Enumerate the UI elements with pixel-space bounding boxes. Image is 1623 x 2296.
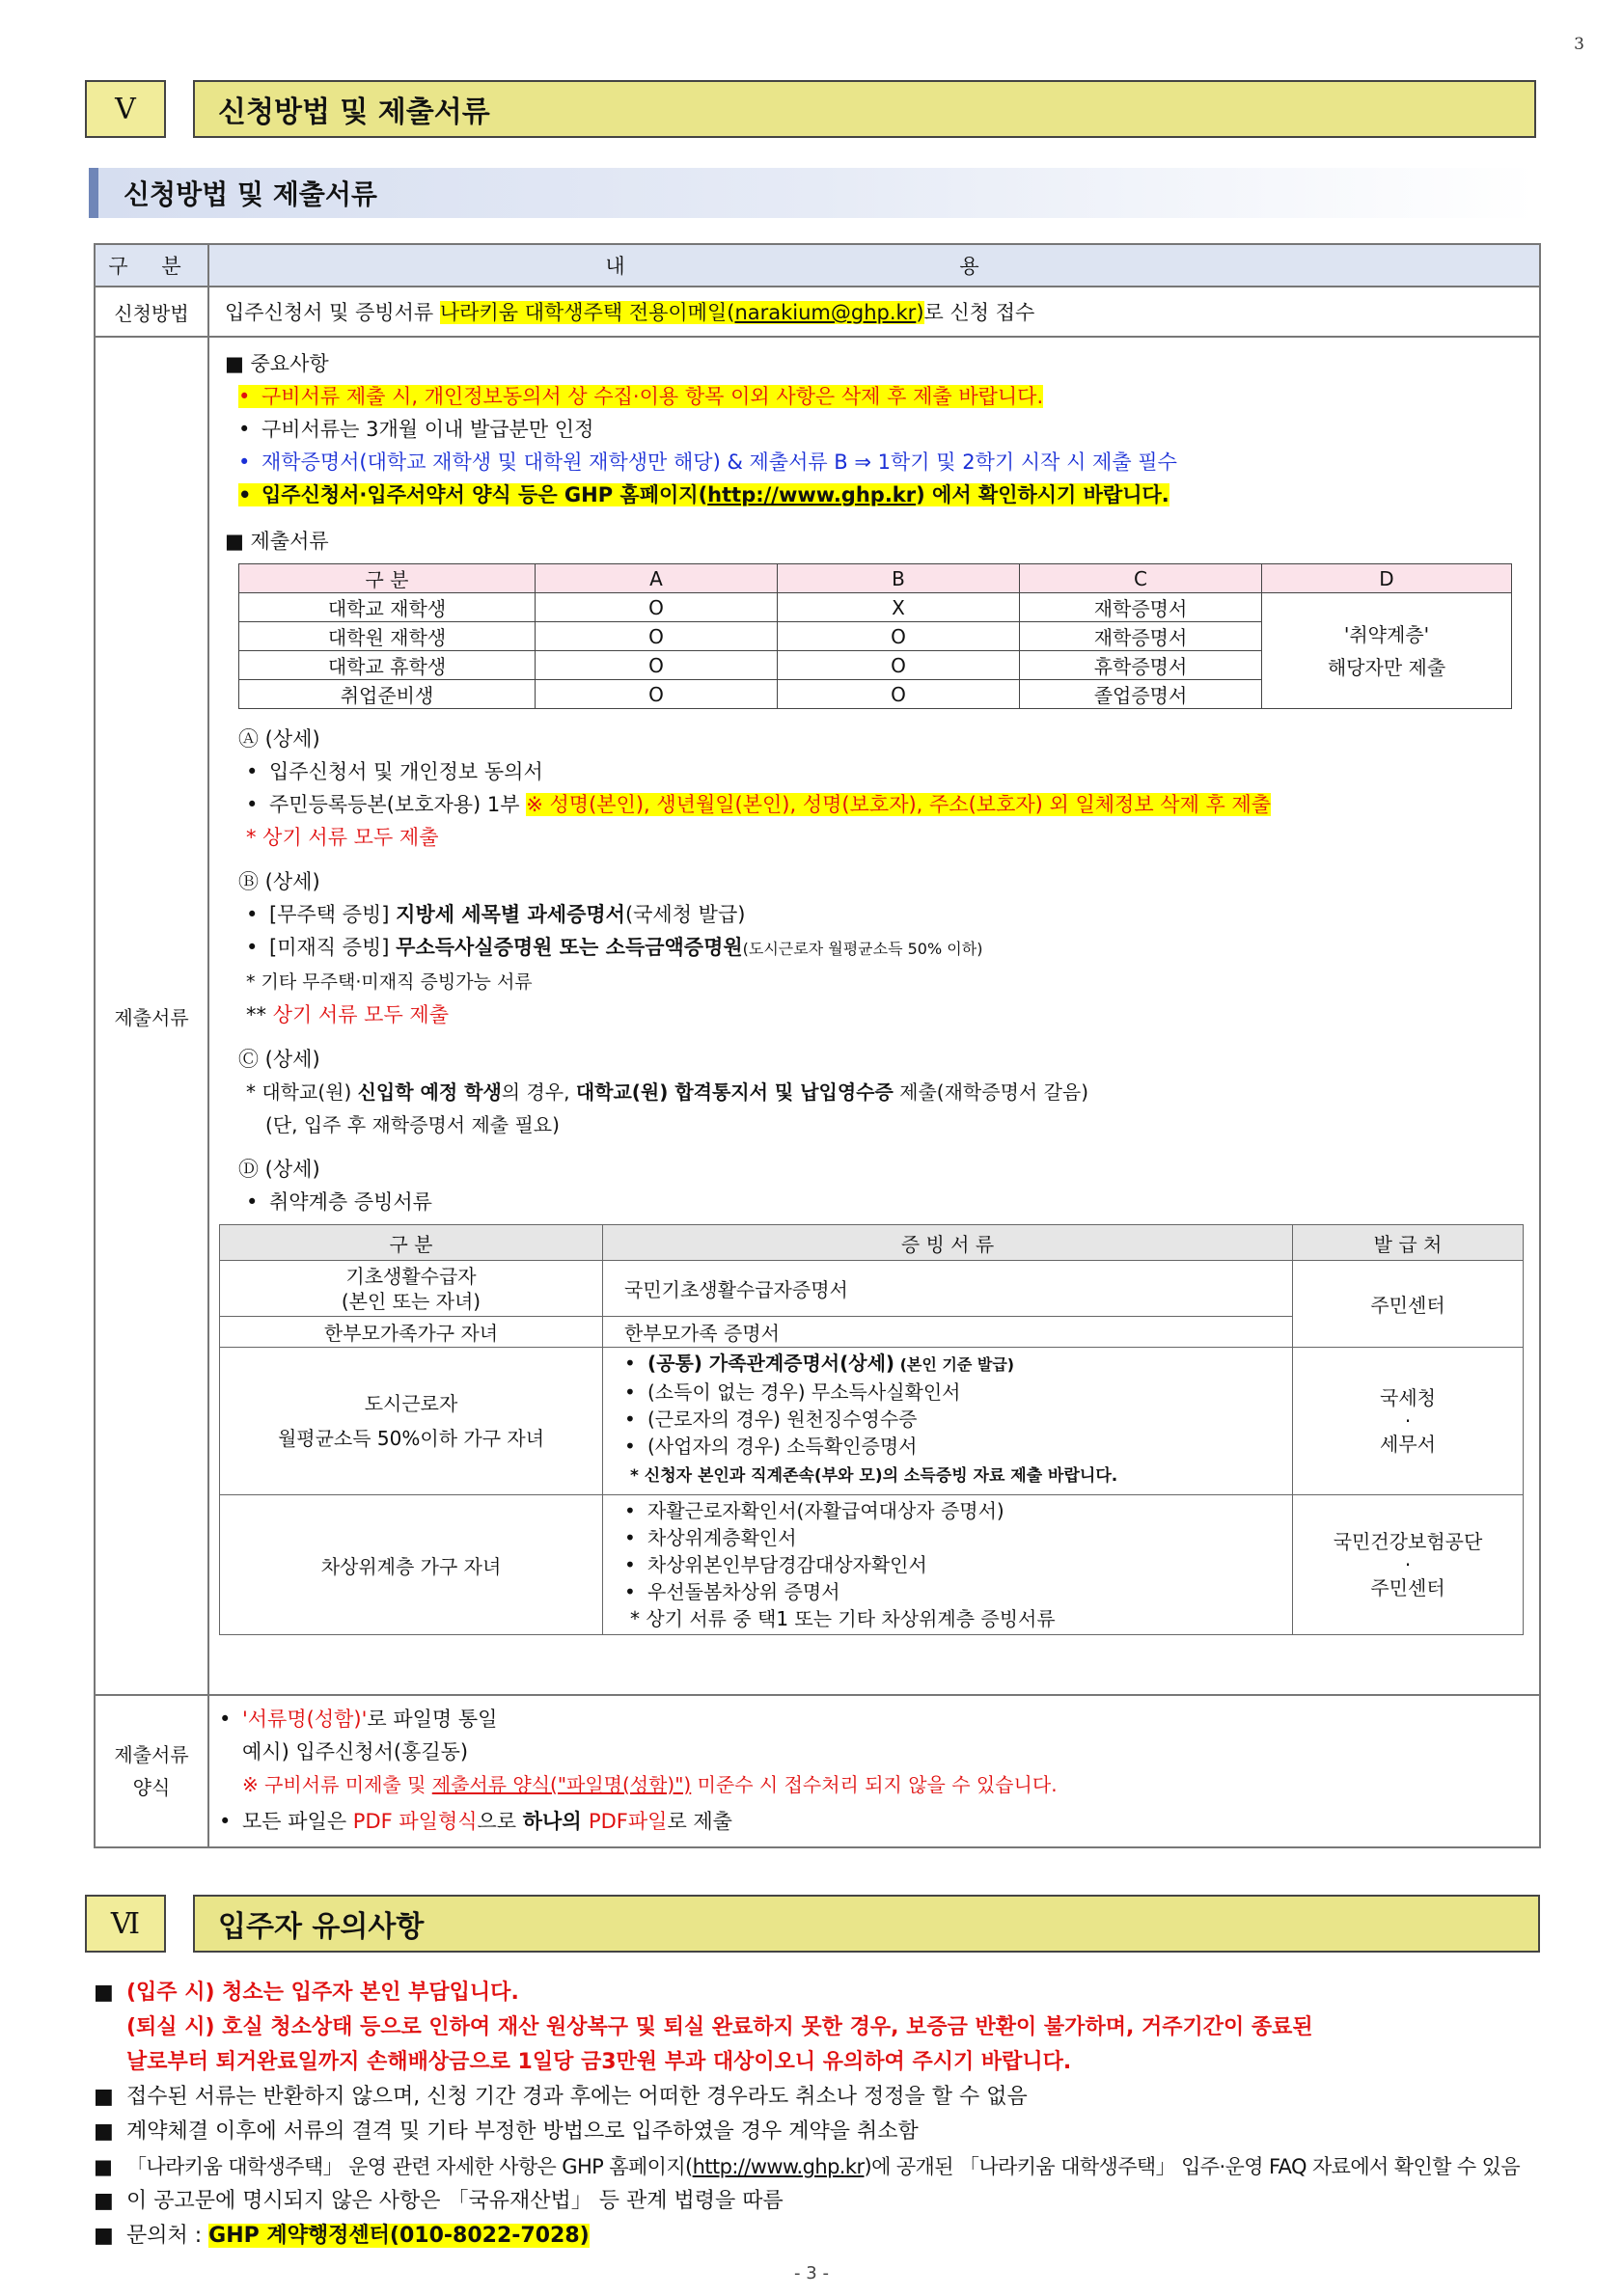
page-number-top: 3 (1574, 35, 1584, 54)
apply-method-content: 입주신청서 및 증빙서류 나라키움 대학생주택 전용이메일(narakium@ghp.kr)로 신청 접수 (208, 287, 1540, 337)
detail-a-note: * 상기 서류 모두 제출 (246, 826, 439, 849)
section-5-number: Ⅴ (85, 80, 166, 138)
matrix-header-d: D (1262, 564, 1512, 593)
weak-row-1-category: 기초생활수급자 (본인 또는 자녀) (220, 1261, 603, 1317)
matrix-d-line-2: 해당자만 제출 (1327, 655, 1446, 679)
weak-row-1-2-issuer: 주민센터 (1293, 1261, 1524, 1348)
weak-row-4-category: 차상위계층 가구 자녀 (220, 1495, 603, 1635)
weak-header-docs: 증 빙 서 류 (603, 1225, 1293, 1261)
matrix-row-1-a: O (536, 593, 778, 622)
section-6-title: 입주자 유의사항 (193, 1895, 1540, 1953)
documents-heading: ■ 제출서류 (225, 530, 329, 553)
weak-header-category: 구 분 (220, 1225, 603, 1261)
weak-row-2-category: 한부모가족가구 자녀 (220, 1317, 603, 1348)
documents-label: 제출서류 (95, 337, 208, 1695)
matrix-header-b: B (778, 564, 1020, 593)
matrix-row-4-a: O (536, 680, 778, 709)
matrix-header-c: C (1020, 564, 1262, 593)
apply-email-highlight: 나라키움 대학생주택 전용이메일(narakium@ghp.kr) (439, 301, 924, 324)
detail-a-item-1: • 입주신청서 및 개인정보 동의서 (225, 755, 1524, 788)
weak-row-4-issuer: 국민건강보험공단 · 주민센터 (1293, 1495, 1524, 1635)
important-item-4: • 입주신청서·입주서약서 양식 등은 GHP 홈페이지(http://www.ghp.kr) 에서 확인하시기 바랍니다. (238, 483, 1169, 506)
format-content: • '서류명(성함)'로 파일명 통일 예시) 입주신청서(홍길동) ※ 구비서류 미제출 및 제출서류 양식("파일명(성함)") 미준수 시 접수처리 되지 않을 수 있습니다. • 모든 파일은 PDF 파일형식으로 하나의 PDF파일로 제출 (208, 1695, 1540, 1847)
weak-row-2-doc: 한부모가족 증명서 (603, 1317, 1293, 1348)
apply-email-link[interactable]: narakium@ghp.kr (734, 301, 917, 324)
weak-row-1-doc: 국민기초생활수급자증명서 (603, 1261, 1293, 1317)
format-label: 제출서류 양식 (95, 1695, 208, 1847)
subsection-heading: 신청방법 및 제출서류 (89, 168, 1536, 218)
matrix-row-2-c: 재학증명서 (1020, 622, 1262, 651)
detail-b-note-1: * 기타 무주택·미재직 증빙가능 서류 (246, 971, 533, 993)
format-warning: ※ 구비서류 미제출 및 제출서류 양식("파일명(성함)") 미준수 시 접수처리 되지 않을 수 있습니다. (242, 1773, 1058, 1796)
detail-c-item-1: * 대학교(원) 신입학 예정 학생의 경우, 대학교(원) 합격통지서 및 납입영수증 제출(재학증명서 갈음) (246, 1080, 1089, 1104)
matrix-row-2-category: 대학원 재학생 (239, 622, 536, 651)
matrix-row-4-b: O (778, 680, 1020, 709)
note-6: ■ 문의처 : GHP 계약행정센터(010-8022-7028) (94, 2219, 1560, 2254)
matrix-d-line-1: '취약계층' (1343, 622, 1430, 646)
note-2: ■ 접수된 서류는 반환하지 않으며, 신청 기간 경과 후에는 어떠한 경우라도 취소나 정정을 할 수 없음 (94, 2080, 1560, 2115)
important-item-3: • 재학증명서(대학교 재학생 및 대학원 재학생만 해당) & 제출서류 B ⇒ 1학기 및 2학기 시작 시 제출 필수 (225, 446, 1524, 478)
matrix-row-4-category: 취업준비생 (239, 680, 536, 709)
matrix-d-cell (1262, 593, 1512, 709)
weak-row-3-issuer: 국세청 · 세무서 (1293, 1348, 1524, 1495)
matrix-row-1-category: 대학교 재학생 (239, 593, 536, 622)
matrix-header-category: 구 분 (239, 564, 536, 593)
tenant-notes (94, 1976, 1560, 2254)
format-pdf-rule: • 모든 파일은 PDF 파일형식으로 하나의 PDF파일로 제출 (219, 1805, 1524, 1838)
important-item-2: • 구비서류는 3개월 이내 발급분만 인정 (225, 413, 1524, 446)
weak-row-3-category: 도시근로자 월평균소득 50%이하 가구 자녀 (220, 1348, 603, 1495)
matrix-row-4-c: 졸업증명서 (1020, 680, 1262, 709)
important-item-1: • 구비서류 제출 시, 개인정보동의서 상 수집·이용 항목 이외 사항은 삭제 후 제출 바랍니다. (238, 385, 1043, 408)
weak-row-3-docs: • (공통) 가족관계증명서(상세) (본인 기준 발급) • (소득이 없는 경우) 무소득사실확인서 • (근로자의 경우) 원천징수영수증 • (사업자의 경우) 소득확인증명서 * 신청자 본인과 직계존속(부와 모)의 소득증빙 자료 제출 바랍니다. (603, 1348, 1293, 1495)
section-5-title: 신청방법 및 제출서류 (193, 80, 1536, 138)
weak-row-4-docs: • 자활근로자확인서(자활급여대상자 증명서) • 차상위계층확인서 • 차상위본인부담경감대상자확인서 • 우선돌봄차상위 증명서 * 상기 서류 중 택1 또는 기타 차상위계층 증빙서류 (603, 1495, 1293, 1635)
detail-d-item-1: • 취약계층 증빙서류 (225, 1186, 1524, 1218)
format-example: 예시) 입주신청서(홍길동) (242, 1740, 469, 1763)
page-number-bottom: - 3 - (794, 2263, 829, 2283)
detail-b-heading: Ⓑ (상세) (238, 870, 320, 893)
detail-c-item-2: (단, 입주 후 재학증명서 제출 필요) (265, 1113, 560, 1136)
detail-b-item-2: • [미재직 증빙] 무소득사실증명원 또는 소득금액증명원(도시근로자 월평균소득 50% 이하) (225, 931, 1524, 966)
matrix-row-1-c: 재학증명서 (1020, 593, 1262, 622)
detail-b-note-2: ** 상기 서류 모두 제출 (246, 1003, 450, 1026)
matrix-row-3-b: O (778, 651, 1020, 680)
contact-highlight: GHP 계약행정센터(010-8022-7028) (208, 2224, 590, 2248)
apply-method-label: 신청방법 (95, 287, 208, 337)
weak-header-issuer: 발 급 처 (1293, 1225, 1524, 1261)
matrix-row-3-a: O (536, 651, 778, 680)
important-heading: ■ 중요사항 (225, 352, 329, 375)
matrix-row-1-b: X (778, 593, 1020, 622)
note-5: ■ 이 공고문에 명시되지 않은 사항은 「국유재산법」 등 관계 법령을 따름 (94, 2184, 1560, 2219)
matrix-row-2-a: O (536, 622, 778, 651)
section-5-header (85, 80, 1536, 138)
matrix-header-a: A (536, 564, 778, 593)
note-4-link[interactable]: http://www.ghp.kr (692, 2155, 865, 2178)
detail-a-heading: Ⓐ (상세) (238, 727, 320, 751)
section-6-number: Ⅵ (85, 1895, 166, 1953)
note-1-line-3: 날로부터 퇴거완료일까지 손해배상금으로 1일당 금3만원 부과 대상이오니 유의하여 주시기 바랍니다. (126, 2050, 1072, 2074)
detail-a-item-2: • 주민등록등본(보호자용) 1부 ※ 성명(본인), 생년월일(본인), 성명(보호자), 주소(보호자) 외 일체정보 삭제 후 제출 (225, 788, 1524, 821)
note-4: ■ 「나라키움 대학생주택」 운영 관련 자세한 사항은 GHP 홈페이지(http://www.ghp.kr)에 공개된 「나라키움 대학생주택」 입주·운영 FAQ 자료에서 확인할 수 있음 (94, 2149, 1560, 2184)
note-3: ■ 계약체결 이후에 서류의 결격 및 기타 부정한 방법으로 입주하였을 경우 계약을 취소함 (94, 2115, 1560, 2149)
header-content: 내 용 (208, 244, 1540, 287)
document-matrix-table (238, 563, 1512, 709)
header-category: 구 분 (95, 244, 208, 287)
detail-d-heading: Ⓓ (상세) (238, 1158, 320, 1181)
matrix-row-2-b: O (778, 622, 1020, 651)
detail-c-heading: Ⓒ (상세) (238, 1048, 320, 1071)
note-1: ■ (입주 시) 청소는 입주자 본인 부담입니다. (94, 1976, 1560, 2010)
documents-content (208, 337, 1540, 1695)
matrix-row-3-category: 대학교 휴학생 (239, 651, 536, 680)
matrix-row-3-c: 휴학증명서 (1020, 651, 1262, 680)
vulnerable-group-table (219, 1224, 1524, 1635)
detail-b-item-1: • [무주택 증빙] 지방세 세목별 과세증명서(국세청 발급) (225, 898, 1524, 931)
note-1-line-2: (퇴실 시) 호실 청소상태 등으로 인하여 재산 원상복구 및 퇴실 완료하지 못한 경우, 보증금 반환이 불가하며, 거주기간이 종료된 (126, 2015, 1313, 2039)
ghp-homepage-link[interactable]: http://www.ghp.kr (707, 483, 917, 506)
application-table (94, 243, 1541, 1848)
section-6-header (85, 1895, 1540, 1953)
